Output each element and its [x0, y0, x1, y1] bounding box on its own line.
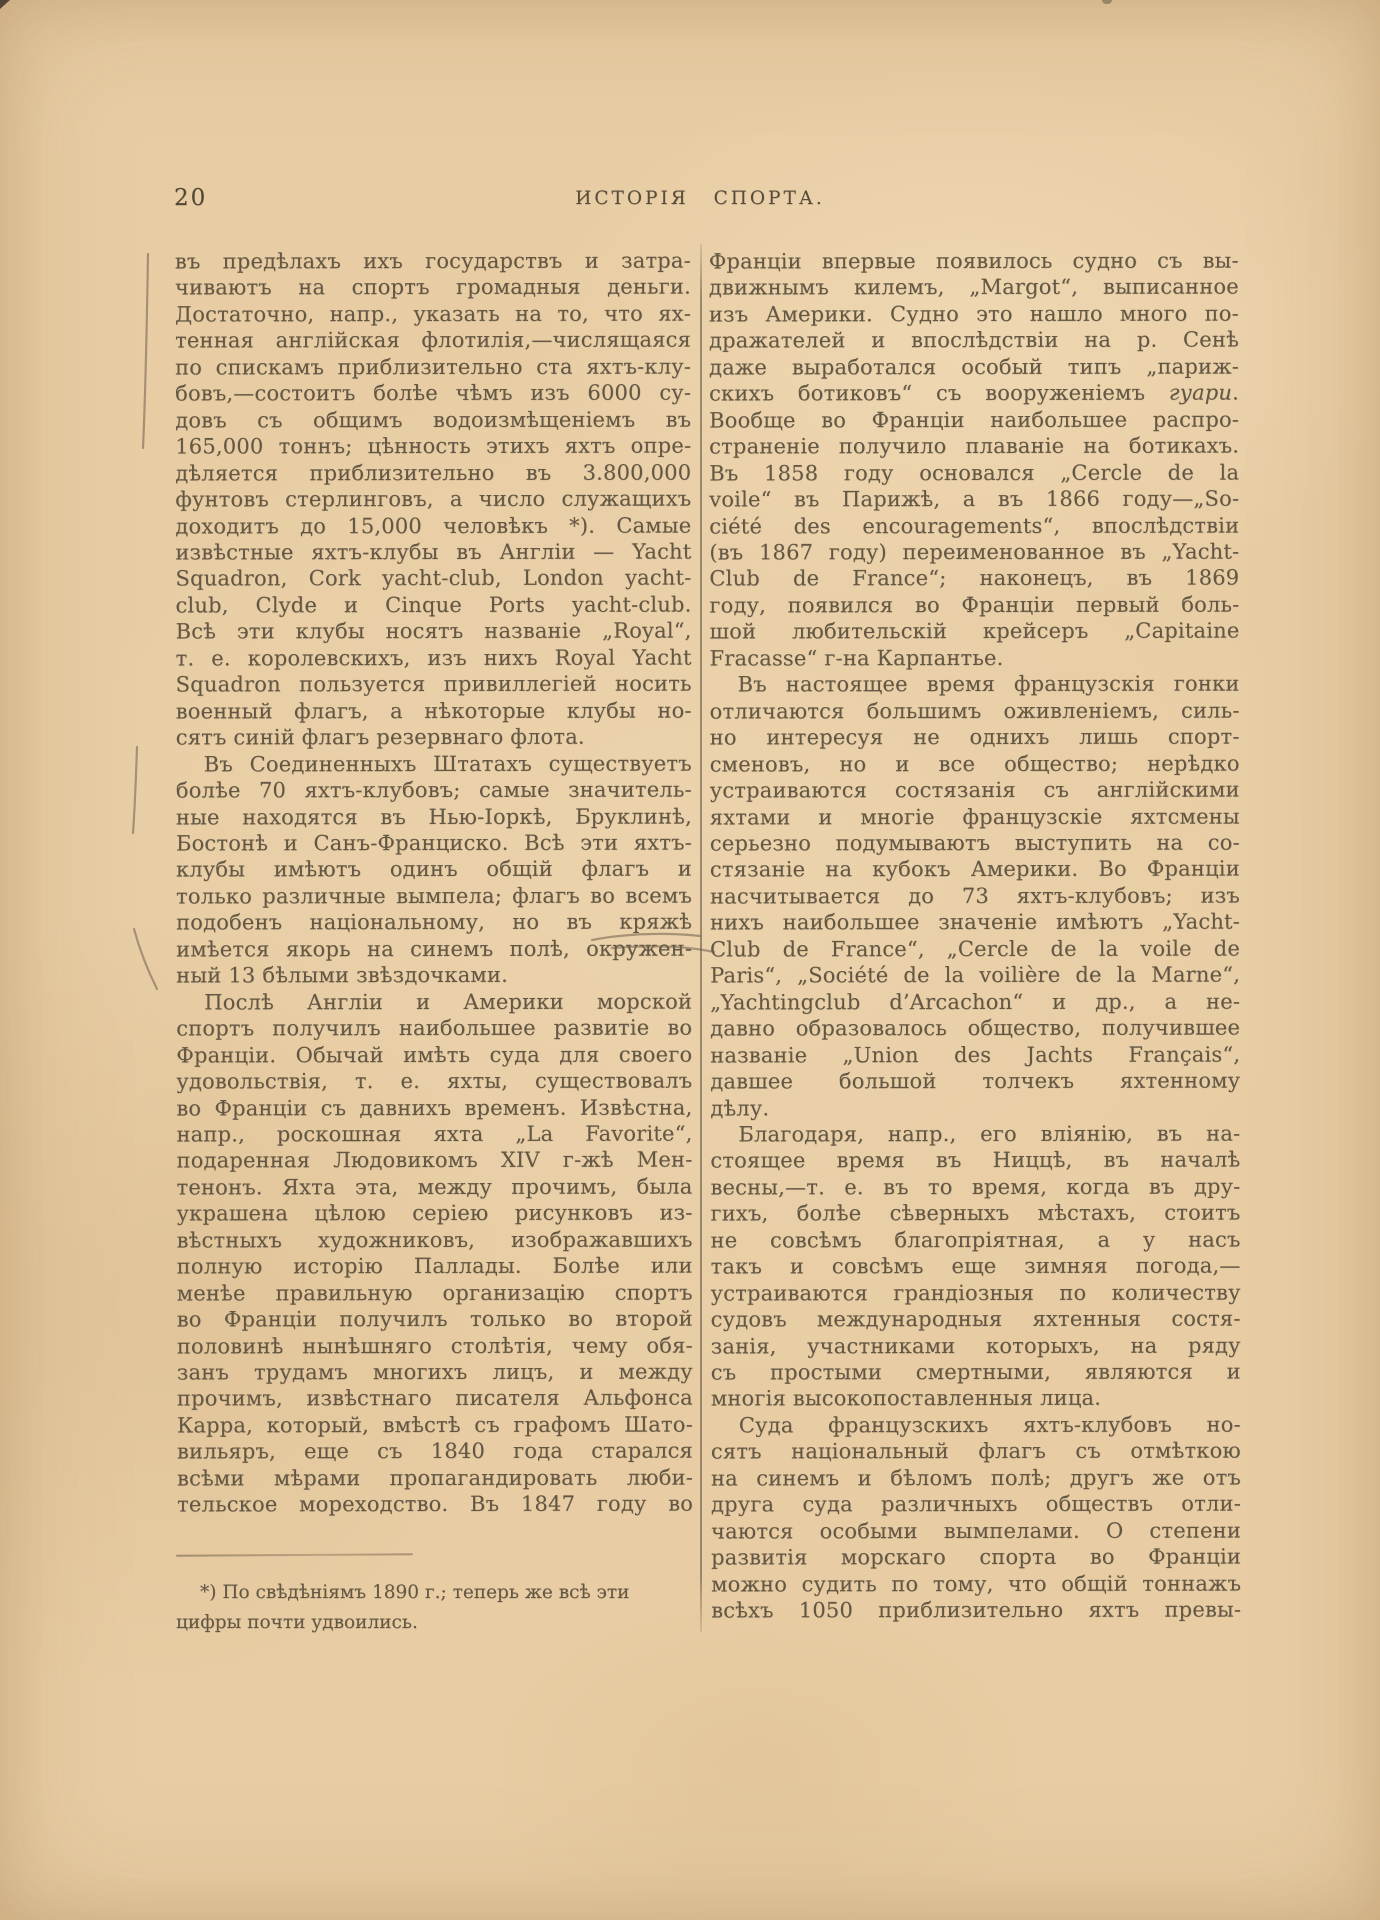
text-line: гихъ, болѣе сѣверныхъ мѣстахъ, стоитъ: [710, 1200, 1241, 1226]
text-line: Club de France“; наконецъ, въ 1869: [709, 565, 1240, 591]
text-line: 165,000 тоннъ; цѣнность этихъ яхтъ опре-: [175, 433, 692, 459]
column-divider-rule: [700, 244, 702, 1632]
text-line: стязаніе на кубокъ Америки. Во Франціи: [709, 856, 1240, 882]
text-line: сменовъ, но и все общество; нерѣдко: [709, 751, 1240, 777]
text-line: менѣе правильную организацію спортъ: [176, 1280, 693, 1306]
text-line: т. е. королевскихъ, изъ нихъ Royal Yacht: [175, 645, 692, 671]
text-line: Франціи впервые появилось судно съ вы-: [708, 248, 1239, 274]
text-line: судовъ международныя яхтенныя состя-: [710, 1306, 1241, 1332]
text-segment: .: [1232, 380, 1240, 405]
text-line: устраиваются состязанія съ англійскими: [709, 777, 1240, 803]
text-line: тельское мореходство. Въ 1847 году во: [177, 1491, 694, 1517]
text-line: но интересуя не однихъ лишь спорт-: [709, 724, 1240, 750]
text-line: устраиваются грандіозныя по количеству: [710, 1280, 1241, 1306]
text-segment: скихъ ботиковъ“ съ вооруженіемъ: [709, 380, 1169, 406]
text-line: изъ Америки. Судно это нашло много по-: [708, 301, 1239, 327]
text-line: Club de France“, „Cercle de la voile de: [710, 936, 1241, 962]
text-line: Достаточно, напр., указать на то, что ях-: [174, 301, 692, 327]
text-line: доходитъ до 15,000 человѣкъ *). Самые: [175, 513, 692, 538]
text-line: Франціи. Обычай имѣть суда для своего: [176, 1042, 693, 1068]
text-line: (въ 1867 году) переименованное въ „Yacht-: [709, 539, 1240, 565]
text-line: всѣхъ 1050 приблизительно яхтъ превы-: [711, 1597, 1242, 1623]
right-column: [709, 248, 1241, 1624]
text-line: весны,—т. е. въ то время, когда въ дру-: [710, 1174, 1241, 1200]
text-line: давно образовалось общество, получившее: [710, 1015, 1241, 1041]
text-line: напр., роскошная яхта „La Favorite“,: [176, 1121, 693, 1147]
text-line: ный 13 бѣлыми звѣздочками.: [176, 963, 509, 988]
footnote-rule: [176, 1553, 413, 1556]
text-line: Въ 1858 году основался „Cercle de la: [709, 460, 1240, 486]
text-line: страненіе получило плаваніе на ботикахъ.: [709, 433, 1240, 459]
text-line: вильяръ, еще съ 1840 года старался: [176, 1438, 694, 1464]
text-line: фунтовъ стерлинговъ, а число служащихъ: [175, 486, 692, 512]
footnote-line: *) По свѣдѣніямъ 1890 г.; теперь же всѣ эти: [200, 1582, 630, 1603]
text-line: бовъ,—состоитъ болѣе чѣмъ изъ 6000 су-: [175, 380, 692, 406]
text-line: voile“ въ Парижѣ, а въ 1866 году—„So-: [709, 486, 1240, 512]
text-line: нихъ наибольшее значеніе имѣютъ „Yacht-: [709, 909, 1240, 935]
text-line: Суда французскихъ яхтъ-клубовъ но-: [738, 1412, 1241, 1438]
text-line: дражателей и впослѣдствіи на р. Сенѣ: [708, 327, 1239, 353]
text-line: клубы имѣютъ одинъ общій флагъ и: [175, 856, 692, 882]
text-line: въ предѣлахъ ихъ государствъ и затра-: [174, 248, 691, 274]
text-line: club, Clyde и Cinque Ports yacht-club.: [175, 592, 692, 618]
text-line: полную исторію Паллады. Болѣе или: [176, 1253, 693, 1279]
text-line: половинѣ нынѣшняго столѣтія, чему обя-: [176, 1333, 693, 1359]
text-line: Въ Соединенныхъ Штатахъ существуетъ: [203, 751, 692, 777]
left-column: [175, 248, 693, 1519]
footnote: [176, 1578, 698, 1638]
text-line: шой любительскій крейсеръ „Capitaine: [709, 618, 1240, 644]
text-line: „Yachtingclub d’Arcachon“ и др., а не-: [710, 989, 1241, 1015]
text-line: Fracasse“ г-на Карпантье.: [709, 645, 1004, 671]
text-line: стоящее время въ Ниццѣ, въ началѣ: [710, 1147, 1241, 1173]
scan-corner-mark: [0, 0, 10, 9]
text-line: можно судить по тому, что общій тоннажъ: [711, 1571, 1242, 1597]
text-line: болѣе 70 яхтъ-клубовъ; самые значитель-: [175, 777, 692, 803]
text-line: съ простыми смертными, являются и: [710, 1359, 1241, 1385]
text-line: Squadron, Cork yacht-club, London yacht-: [175, 565, 692, 591]
text-line: Paris“, „Société de la voilière de la Marne“,: [710, 962, 1241, 988]
footnote-line: цифры почти удвоились.: [176, 1612, 418, 1633]
text-line: дѣлу.: [710, 1095, 770, 1120]
text-line: извѣстные яхтъ-клубы въ Англіи — Yacht: [175, 539, 692, 565]
text-line: занія, участниками которыхъ, на ряду: [710, 1333, 1241, 1359]
text-line: во Франціи съ давнихъ временъ. Извѣстна,: [176, 1095, 693, 1120]
text-line: друга суда различныхъ обществъ отли-: [710, 1491, 1242, 1517]
text-line: по спискамъ приблизительно ста яхтъ-клу-: [175, 354, 692, 380]
text-line: только различные вымпела; флагъ во всемъ: [176, 883, 693, 909]
text-line: отличаются большимъ оживленіемъ, силь-: [709, 698, 1240, 724]
text-line: ciété des encouragements“, впослѣдствіи: [709, 513, 1240, 538]
text-line: военный флагъ, а нѣкоторые клубы но-: [175, 698, 692, 724]
text-line: занъ трудамъ многихъ лицъ, и между: [176, 1359, 693, 1385]
text-line: развитія морскаго спорта во Франціи: [711, 1544, 1242, 1570]
text-line: давшее большой толчекъ яхтенному: [710, 1068, 1241, 1094]
pencil-margin-line-2: [133, 747, 137, 833]
text-line: удовольствія, т. е. яхты, существовалъ: [176, 1068, 693, 1094]
running-header: ИСТОРІЯ СПОРТА.: [575, 188, 825, 209]
text-line: не совсѣмъ благопріятная, а у насъ: [710, 1227, 1241, 1253]
italic-word: гуари: [1168, 380, 1233, 405]
text-line: даже выработался особый типъ „париж-: [708, 354, 1240, 380]
text-line: сятъ національный флагъ съ отмѣткою: [710, 1438, 1241, 1464]
pencil-margin-line-1: [143, 254, 148, 448]
scan-edge-speck: [1102, 0, 1112, 4]
text-line: тенная англійская флотилія,—числящаяся: [175, 327, 692, 353]
text-line: тенонъ. Яхта эта, между прочимъ, была: [176, 1174, 693, 1200]
pencil-margin-stroke-3: [134, 929, 157, 989]
text-line: всѣми мѣрами пропагандировать люби-: [177, 1465, 694, 1491]
text-line: насчитывается до 73 яхтъ-клубовъ; изъ: [709, 883, 1240, 909]
text-line: яхтами и многіе французскіе яхтсмены: [709, 804, 1240, 829]
text-line: спортъ получилъ наибольшее развитіе во: [176, 1015, 693, 1041]
text-line: украшена цѣлою серіею рисунковъ из-: [176, 1200, 693, 1226]
text-line: названіе „Union des Jachts Français“,: [710, 1042, 1241, 1068]
text-line: Благодаря, напр., его вліянію, въ на-: [738, 1121, 1241, 1147]
text-line: Въ настоящее время французскія гонки: [737, 671, 1240, 697]
text-line: ные находятся въ Нью-Іоркѣ, Бруклинѣ,: [175, 804, 692, 829]
text-line: Squadron пользуется привиллегіей носить: [175, 671, 692, 697]
text-line: сятъ синій флагъ резервнаго флота.: [175, 724, 585, 750]
text-line: подаренная Людовикомъ XIV г-жѣ Мен-: [176, 1147, 693, 1173]
text-line: имѣется якорь на синемъ полѣ, окружен-: [176, 936, 693, 962]
text-line: движнымъ килемъ, „Margot“, выписанное: [708, 274, 1239, 300]
text-line: во Франціи получилъ только во второй: [176, 1306, 693, 1332]
text-line: чиваютъ на спортъ громадныя деньги.: [174, 275, 691, 300]
text-line: вѣстныхъ художниковъ, изображавшихъ: [176, 1227, 693, 1253]
text-line: такъ и совсѣмъ еще зимняя погода,—: [710, 1253, 1241, 1279]
text-line: Бостонѣ и Санъ-Франциско. Всѣ эти яхтъ-: [175, 830, 692, 856]
text-line: прочимъ, извѣстнаго писателя Альфонса: [176, 1386, 693, 1411]
text-line: серьезно подумываютъ выступить на со-: [709, 830, 1240, 856]
text-line: довъ съ общимъ водоизмѣщеніемъ въ: [175, 407, 692, 433]
text-line: подобенъ національному, но въ кряжѣ: [176, 909, 693, 935]
text-line: Вообще во Франціи наибольшее распро-: [709, 407, 1240, 433]
text-line: дѣляется приблизительно въ 3.800,000: [175, 460, 692, 486]
text-line: Послѣ Англіи и Америки морской: [204, 989, 693, 1015]
text-line: чаются особыми вымпелами. О степени: [711, 1518, 1242, 1544]
page-number: 20: [174, 185, 208, 211]
text-line: [709, 380, 1239, 407]
text-line: году, появился во Франціи первый боль-: [709, 592, 1240, 618]
text-line: на синемъ и бѣломъ полѣ; другъ же отъ: [710, 1465, 1241, 1491]
text-line: Всѣ эти клубы носятъ названіе „Royal“,: [175, 618, 692, 644]
text-line: многія высокопоставленныя лица.: [710, 1386, 1102, 1411]
text-line: Карра, который, вмѣстѣ съ графомъ Шато-: [176, 1412, 693, 1438]
